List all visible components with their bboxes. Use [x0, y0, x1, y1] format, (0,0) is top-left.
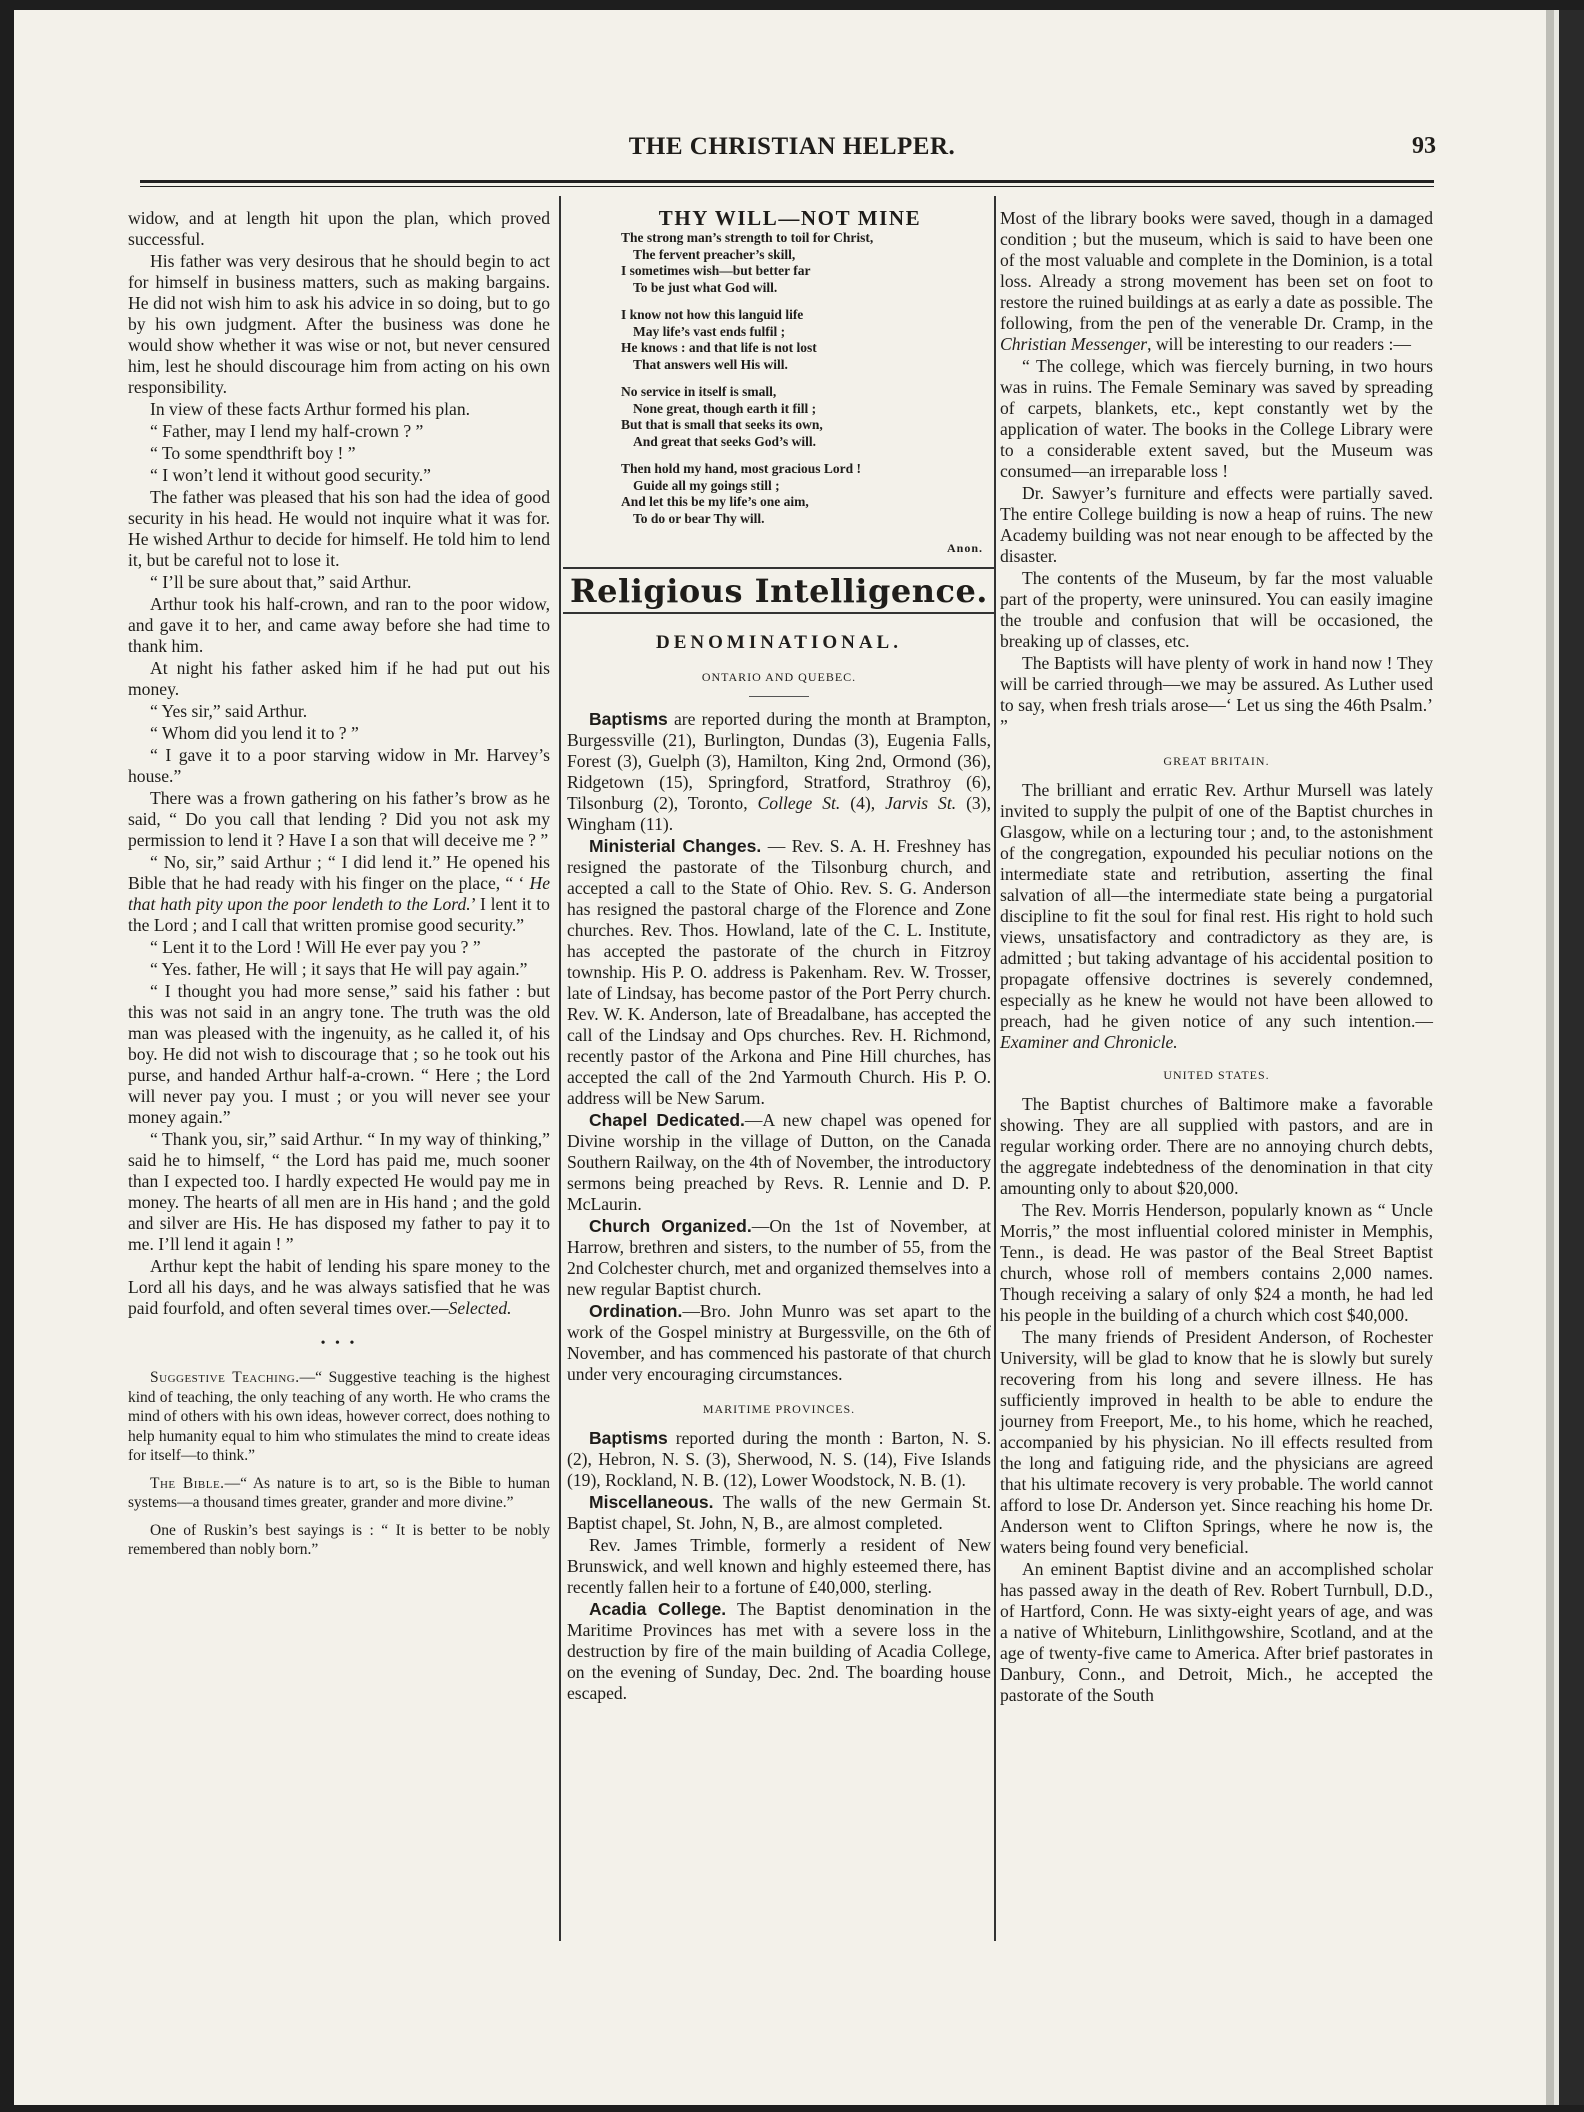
poem-stanza [621, 384, 991, 450]
poem-line: May life’s vast ends fulfil ; [633, 323, 786, 339]
news-item-ministerial: Ministerial Changes. — Rev. S. A. H. Freshney has resigned the pastorate of the Tilsonburg church, and accepted a call to the State of Ohio. Rev. S. G. Anderson has resigned the pastoral charge of the Florence and Zone churches. Rev. Thos. Howland, late of the C. L. Institute, has accepted the pastorate of the church in Fitzroy township. His P. O. address is Pakenham. Rev. W. Trosser, late of Lindsay, has become pastor of the Port Perry church. Rev. W. K. Anderson, late of Breadalbane, has accepted the call of the Lindsay and Ops churches. Rev. H. Richmond, recently pastor of the Arkona and Pine Hill churches, has accepted the call of the 2nd Yarmouth Church. His P. O. address will be New Sarum. [567, 836, 991, 1108]
paragraph: Dr. Sawyer’s furniture and effects were partially saved. The entire College building is now a heap of ruins. The new Academy building was not near enough to be affected by the disaster. [1000, 483, 1433, 566]
region-heading: UNITED STATES. [1163, 1068, 1270, 1082]
column-middle [567, 208, 991, 1705]
news-item-anderson: The many friends of President Anderson, of Rochester University, will be glad to know that he is slowly but surely recovering from his long and severe illness. He has sufficiently improved in health to be able to endure the journey from Freeport, Me., to his home, which he reached, accompanied by his physician. No ill effects resulted from the long and fatiguing ride, and the physicians are agreed that his ultimate recovery is very probable. The world cannot afford to lose Dr. Anderson yet. Since reaching his home Dr. Anderson went to Clifton Springs, where he now is, the waters being found very beneficial. [1000, 1327, 1433, 1557]
paragraph: At night his father asked him if he had put out his money. [128, 658, 550, 699]
poem-line: Guide all my goings still ; [633, 477, 780, 493]
section-heading: Religious Intelligence. [570, 572, 988, 610]
paragraph-ruskin: One of Ruskin’s best sayings is : “ It is better to be nobly remembered than nobly born.” [128, 1521, 550, 1558]
column-divider-left [559, 196, 561, 1941]
poem-line: That answers well His will. [633, 356, 788, 372]
poem-line: Then hold my hand, most gracious Lord ! [621, 461, 862, 476]
paragraph-suggestive-teaching: Suggestive Teaching.—“ Suggestive teaching is the highest kind of teaching, the only teaching of any worth. He who crams the mind of others with his own ideas, however correct, does nothing to help humanity equal to him who stimulates the mind to create ideas for itself—to think.” [128, 1369, 550, 1464]
divider [563, 567, 995, 569]
paragraph: “ I won’t lend it without good security.” [150, 465, 431, 485]
news-item-turnbull: An eminent Baptist divine and an accomplished scholar has passed away in the death of Rev. Robert Turnbull, D.D., of Hartford, Conn. He was sixty-eight years of age, and was a native of Whiteburn, Linlithgowshire, Scotland, and at the age of twenty-five came to America. After brief pastorates in Danbury, Conn., and Detroit, Mich., he accepted the pastorate of the South [1000, 1559, 1433, 1705]
paragraph: In view of these facts Arthur formed his plan. [150, 399, 471, 419]
region-heading: GREAT BRITAIN. [1163, 754, 1270, 768]
news-item-baptisms: Baptisms are reported during the month at Brampton, Burgessville (21), Burlington, Dundas (3), Eugenia Falls, Forest (3), Guelph (3), Hamilton, King 2nd, Ormond (36), Ridgetown (15), Springford, Stratford, Strathroy (6), Tilsonburg (2), Toronto, College St. (4), Jarvis St. (3), Wingham (11). [567, 709, 991, 834]
news-item-baltimore: The Baptist churches of Baltimore make a favorable showing. They are all supplied with pastors, and are in regular working order. There are no annoying church debts, the aggregate indebtedness of the denomination in that city amounting only to about $20,000. [1000, 1094, 1433, 1198]
news-item-church: Church Organized.—On the 1st of November, at Harrow, brethren and sisters, to the number of 55, from the 2nd Colchester church, met and organized themselves into a new regular Baptist church. [567, 1216, 991, 1299]
paragraph: Most of the library books were saved, though in a damaged condition ; but the museum, which is said to have been one of the most valuable and complete in the Dominion, is a total loss. Already a strong movement has been set on foot to restore the ruined buildings at as early a date as possible. The following, from the pen of the venerable Dr. Cramp, in the Christian Messenger, will be interesting to our readers :— [1000, 208, 1433, 354]
poem-line: To be just what God will. [633, 279, 778, 295]
poem-stanza [621, 307, 991, 373]
poem [567, 230, 991, 527]
binding-shadow [1559, 10, 1584, 2105]
poem-line: And let this be my life’s one aim, [621, 494, 809, 509]
subsection-heading: DENOMINATIONAL. [656, 632, 902, 653]
paragraph: “ I gave it to a poor starving widow in Mr. Harvey’s house.” [128, 745, 550, 786]
poem-line: The fervent preacher’s skill, [633, 246, 796, 262]
poem-stanza [621, 230, 991, 296]
section-ornament: • • • [320, 1336, 358, 1351]
paragraph: The contents of the Museum, by far the most valuable part of the property, were uninsured. You can easily imagine the trouble and confusion that will be occasioned, the breaking up of classes, etc. [1000, 568, 1433, 651]
paragraph-the-bible: The Bible.—“ As nature is to art, so is the Bible to human systems—a thousand times greater, grander and more divine.” [128, 1474, 550, 1511]
news-item-baptisms-maritime: Baptisms reported during the month : Barton, N. S. (2), Hebron, N. S. (3), Sherwood, N. S. (14), Five Islands (19), Rockland, N. B. (12), Lower Woodstock, N. B. (1). [567, 1428, 991, 1490]
page-edge [1546, 10, 1554, 2105]
paragraph: His father was very desirous that he should begin to act for himself in business matters, such as making bargains. He did not wish him to ask his advice in so doing, but to go by his own judgment. After the business was done he would show whether it was wise or not, but never censured him, lest he should discourage him from acting on his own responsibility. [128, 251, 550, 397]
paragraph: The Baptists will have plenty of work in hand now ! They will be carried through—we may be assured. As Luther used to say, when fresh trials arose—‘ Let us sing the 46th Psalm.’ ” [1000, 653, 1433, 736]
paragraph: Arthur took his half-crown, and ran to the poor widow, and gave it to her, and came away before she had time to thank him. [128, 594, 550, 656]
header-rule-thick [140, 180, 1434, 183]
paragraph: widow, and at length hit upon the plan, which proved successful. [128, 208, 550, 249]
column-left [128, 208, 550, 1561]
poem-line: He knows : and that life is not lost [621, 340, 817, 355]
poem-line: But that is small that seeks its own, [621, 417, 823, 432]
paragraph: “ I’ll be sure about that,” said Arthur. [150, 572, 412, 592]
news-item-acadia: Acadia College. The Baptist denomination in the Maritime Provinces has met with a severe loss in the destruction by fire of the main building of Acadia College, on the evening of Sunday, Dec. 2nd. The boarding house escaped. [567, 1599, 991, 1703]
poem-line: None great, though earth it fill ; [633, 400, 817, 416]
paragraph: The father was pleased that his son had the idea of good security in his head. He would not inquire what it was for. He wished Arthur to decide for himself. He told him to lend it, but be careful not to lose it. [128, 487, 550, 570]
paragraph: “ Lent it to the Lord ! Will He ever pay you ? ” [150, 937, 481, 957]
news-item-great-britain: The brilliant and erratic Rev. Arthur Mursell was lately invited to supply the pulpit of one of the Baptist churches in Glasgow, while on a lecturing tour ; and, to the astonishment of the congregation, expounded his peculiar notions on the intermediate state and retribution, asserting the final salvation of all—the intermediate state being a purgatorial discipline to fit the soul for final rest. His right to hold such views, unsatisfactory and contradictory as they are, is admitted ; but taking advantage of his accidental position to propagate offensive doctrines is severely condemned, especially as he knew he would not have been allowed to preach, had he given notice of any such intention.—Examiner and Chronicle. [1000, 780, 1433, 1052]
paragraph: “ No, sir,” said Arthur ; “ I did lend it.” He opened his Bible that he had ready with his finger on the place, “ ‘ He that hath pity upon the poor lendeth to the Lord.’ I lent it to the Lord ; and I call that written promise good security.” [128, 852, 550, 935]
page-number: 93 [1412, 133, 1436, 159]
paragraph: “ Father, may I lend my half-crown ? ” [150, 421, 424, 441]
paragraph: “ Yes. father, He will ; it says that He will pay again.” [150, 959, 528, 979]
column-right [1000, 208, 1433, 1707]
poem-line: I sometimes wish—but better far [621, 263, 811, 278]
column-divider-right [994, 196, 996, 1941]
news-item-henderson: The Rev. Morris Henderson, popularly known as “ Uncle Morris,” the most influential colored minister in Memphis, Tenn., is dead. He was pastor of the Beal Street Baptist church, whose roll of members contains 2,000 names. Though receiving a salary of only $24 a month, he had led his people in the building of a church which cost $40,000. [1000, 1200, 1433, 1325]
poem-line: The strong man’s strength to toil for Christ, [621, 230, 874, 245]
news-item-ordination: Ordination.—Bro. John Munro was set apart to the work of the Gospel ministry at Burgessville, on the 6th of November, and has commenced his pastorate of that church under very encouraging circumstances. [567, 1301, 991, 1384]
page-header [0, 133, 1584, 173]
poem-line: To do or bear Thy will. [633, 510, 765, 526]
poem-line: And great that seeks God’s will. [633, 433, 817, 449]
paragraph: “ I thought you had more sense,” said his father : but this was not said in an angry tone. The truth was the old man was pleased with the ingenuity, as he called it, of his boy. He did not wish to discourage that ; so he took out his purse, and handed Arthur half-a-crown. “ Here ; the Lord will never pay you. I must ; or you will never see your money again.” [128, 981, 550, 1127]
region-heading: MARITIME PROVINCES. [702, 1402, 856, 1416]
paragraph: There was a frown gathering on his father’s brow as he said, “ Do you call that lending ? Did you not ask my permission to lend it ? Have I a son that will deceive me ? ” [128, 788, 550, 850]
news-item-miscellaneous: Miscellaneous. The walls of the new Germain St. Baptist chapel, St. John, N, B., are almost completed. [567, 1492, 991, 1533]
short-rule [749, 696, 809, 697]
poem-title: THY WILL—NOT MINE [658, 206, 922, 230]
divider [563, 612, 995, 614]
region-heading: ONTARIO AND QUEBEC. [701, 670, 857, 684]
news-item-chapel: Chapel Dedicated.—A new chapel was opened for Divine worship in the village of Dutton, on the Canada Southern Railway, on the 4th of November, the introductory sermons being preached by Revs. R. Lennie and D. P. McLaurin. [567, 1110, 991, 1214]
poem-line: No service in itself is small, [621, 384, 777, 399]
poem-line: I know not how this languid life [621, 307, 804, 322]
paragraph: “ Thank you, sir,” said Arthur. “ In my way of thinking,” said he to himself, “ the Lord has paid me, much sooner than I expected too. I hardly expected He would pay me in money. The hearts of all men are in His hand ; and the gold and silver are His. He has disposed my father to pay it to me. I’ll lend it again ! ” [128, 1129, 550, 1254]
paragraph: “ To some spendthrift boy ! ” [150, 443, 356, 463]
news-item-trimble: Rev. James Trimble, formerly a resident of New Brunswick, and well known and highly esteemed there, has recently fallen heir to a fortune of £40,000, sterling. [567, 1535, 991, 1597]
paragraph: Arthur kept the habit of lending his spare money to the Lord all his days, and he was always satisfied that he was paid fourfold, and often several times over.—Selected. [128, 1256, 550, 1318]
paragraph: “ Yes sir,” said Arthur. [150, 701, 308, 721]
poem-stanza [621, 461, 991, 527]
header-rule-thin [140, 186, 1434, 187]
journal-title: THE CHRISTIAN HELPER. [628, 133, 956, 160]
paragraph: “ The college, which was fiercely burning, in two hours was in ruins. The Female Seminary was saved by spreading of carpets, blankets, etc., kept constantly wet by the application of water. The books in the College Library were to a considerable extent saved, but the Museum was consumed—an irreparable loss ! [1000, 356, 1433, 481]
poem-author: Anon. [946, 541, 983, 555]
paragraph: “ Whom did you lend it to ? ” [150, 723, 359, 743]
